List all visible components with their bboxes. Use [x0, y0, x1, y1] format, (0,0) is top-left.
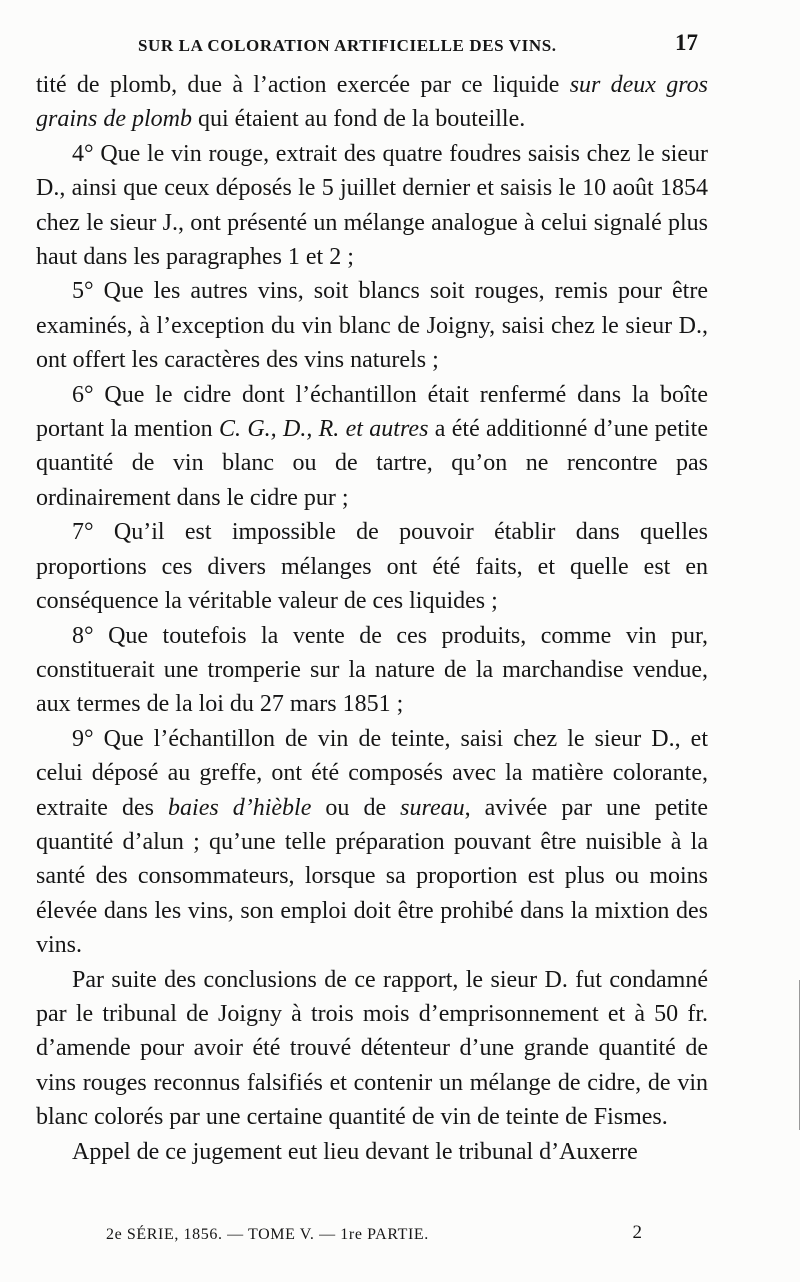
page-body [36, 68, 708, 1169]
sheet-number: 2 [632, 1222, 642, 1243]
italic-phrase: C. G., D., R. et autres [218, 416, 429, 443]
printer-signature: 2e SÉRIE, 1856. — TOME V. — 1re PARTIE. [106, 1226, 429, 1243]
page-footer [48, 1222, 708, 1252]
paragraph-text: 6° Que le cidre dont l’échantillon était renfermé dans la boîte portant la mention [36, 381, 708, 443]
page-number: 17 [675, 30, 698, 55]
paragraph-text: a été additionné d’une petite quantité de vin blanc ou de tartre, qu’on ne rencontre pas ordinairement dans le cidre pur ; [36, 416, 708, 511]
paragraph-conclusion: Par suite des conclusions de ce rapport, le sieur D. fut condamné par le tribunal de Joigny à trois mois d’emprisonnement et à 50 fr. d’amende pour avoir été trouvé détenteur d’une grande quantité de vins rouges reconnus falsifiés et contenir un mélange de cidre, de vin blanc colorés par une certaine quantité de vin de teinte de Fismes. [36, 966, 708, 1131]
paragraph-item-5: 5° Que les autres vins, soit blancs soit rouges, remis pour être examinés, à l’exception du vin blanc de Joigny, saisi chez le sieur D., ont offert les caractères des vins naturels ; [36, 278, 708, 374]
italic-phrase: sur deux gros grains de plomb [36, 72, 708, 133]
page-header [48, 30, 698, 60]
paragraph-item-7: 7° Qu’il est impossible de pouvoir établir dans quelles proportions ces divers mélanges ont été faits, et quelle est en conséquence la véritable valeur de ces liquides ; [36, 519, 708, 615]
paragraph-item-9 [36, 722, 708, 963]
paragraph-item-6 [36, 378, 708, 516]
paragraph-text: ou de [311, 794, 401, 821]
italic-phrase: sureau [400, 794, 465, 821]
paragraph-appeal: Appel de ce jugement eut lieu devant le tribunal d’Auxerre [72, 1138, 638, 1165]
paragraph-text: 9° Que l’échantillon de vin de teinte, saisi chez le sieur D., et celui déposé au greffe, ont été composés avec la matière colorante, extraite des [36, 725, 708, 821]
paragraph-text: tité de plomb, due à l’action exercée par ce liquide [36, 72, 570, 98]
paragraph-text: , avivée par une petite quantité d’alun ; qu’une telle préparation pouvant être nuisible à la santé des consommateurs, lorsque sa proportion est plus ou moins élevée dans les vins, son emploi doit être prohibé dans la mixtion des vins. [36, 794, 709, 959]
paragraph-item-8: 8° Que toutefois la vente de ces produits, comme vin pur, constituerait une tromperie sur la nature de la marchandise vendue, aux termes de la loi du 27 mars 1851 ; [36, 622, 708, 718]
italic-phrase: baies d’hièble [168, 794, 312, 821]
running-head: SUR LA COLORATION ARTIFICIELLE DES VINS. [138, 36, 557, 55]
paragraph-text: qui étaient au fond de la bouteille. [192, 106, 526, 133]
paragraph-continuation [36, 68, 708, 137]
paragraph-item-4: 4° Que le vin rouge, extrait des quatre foudres saisis chez le sieur D., ainsi que ceux déposés le 5 juillet dernier et saisis le 10 août 1854 chez le sieur J., ont présenté un mélange analogue à celui signalé plus haut dans les paragraphes 1 et 2 ; [36, 140, 708, 271]
